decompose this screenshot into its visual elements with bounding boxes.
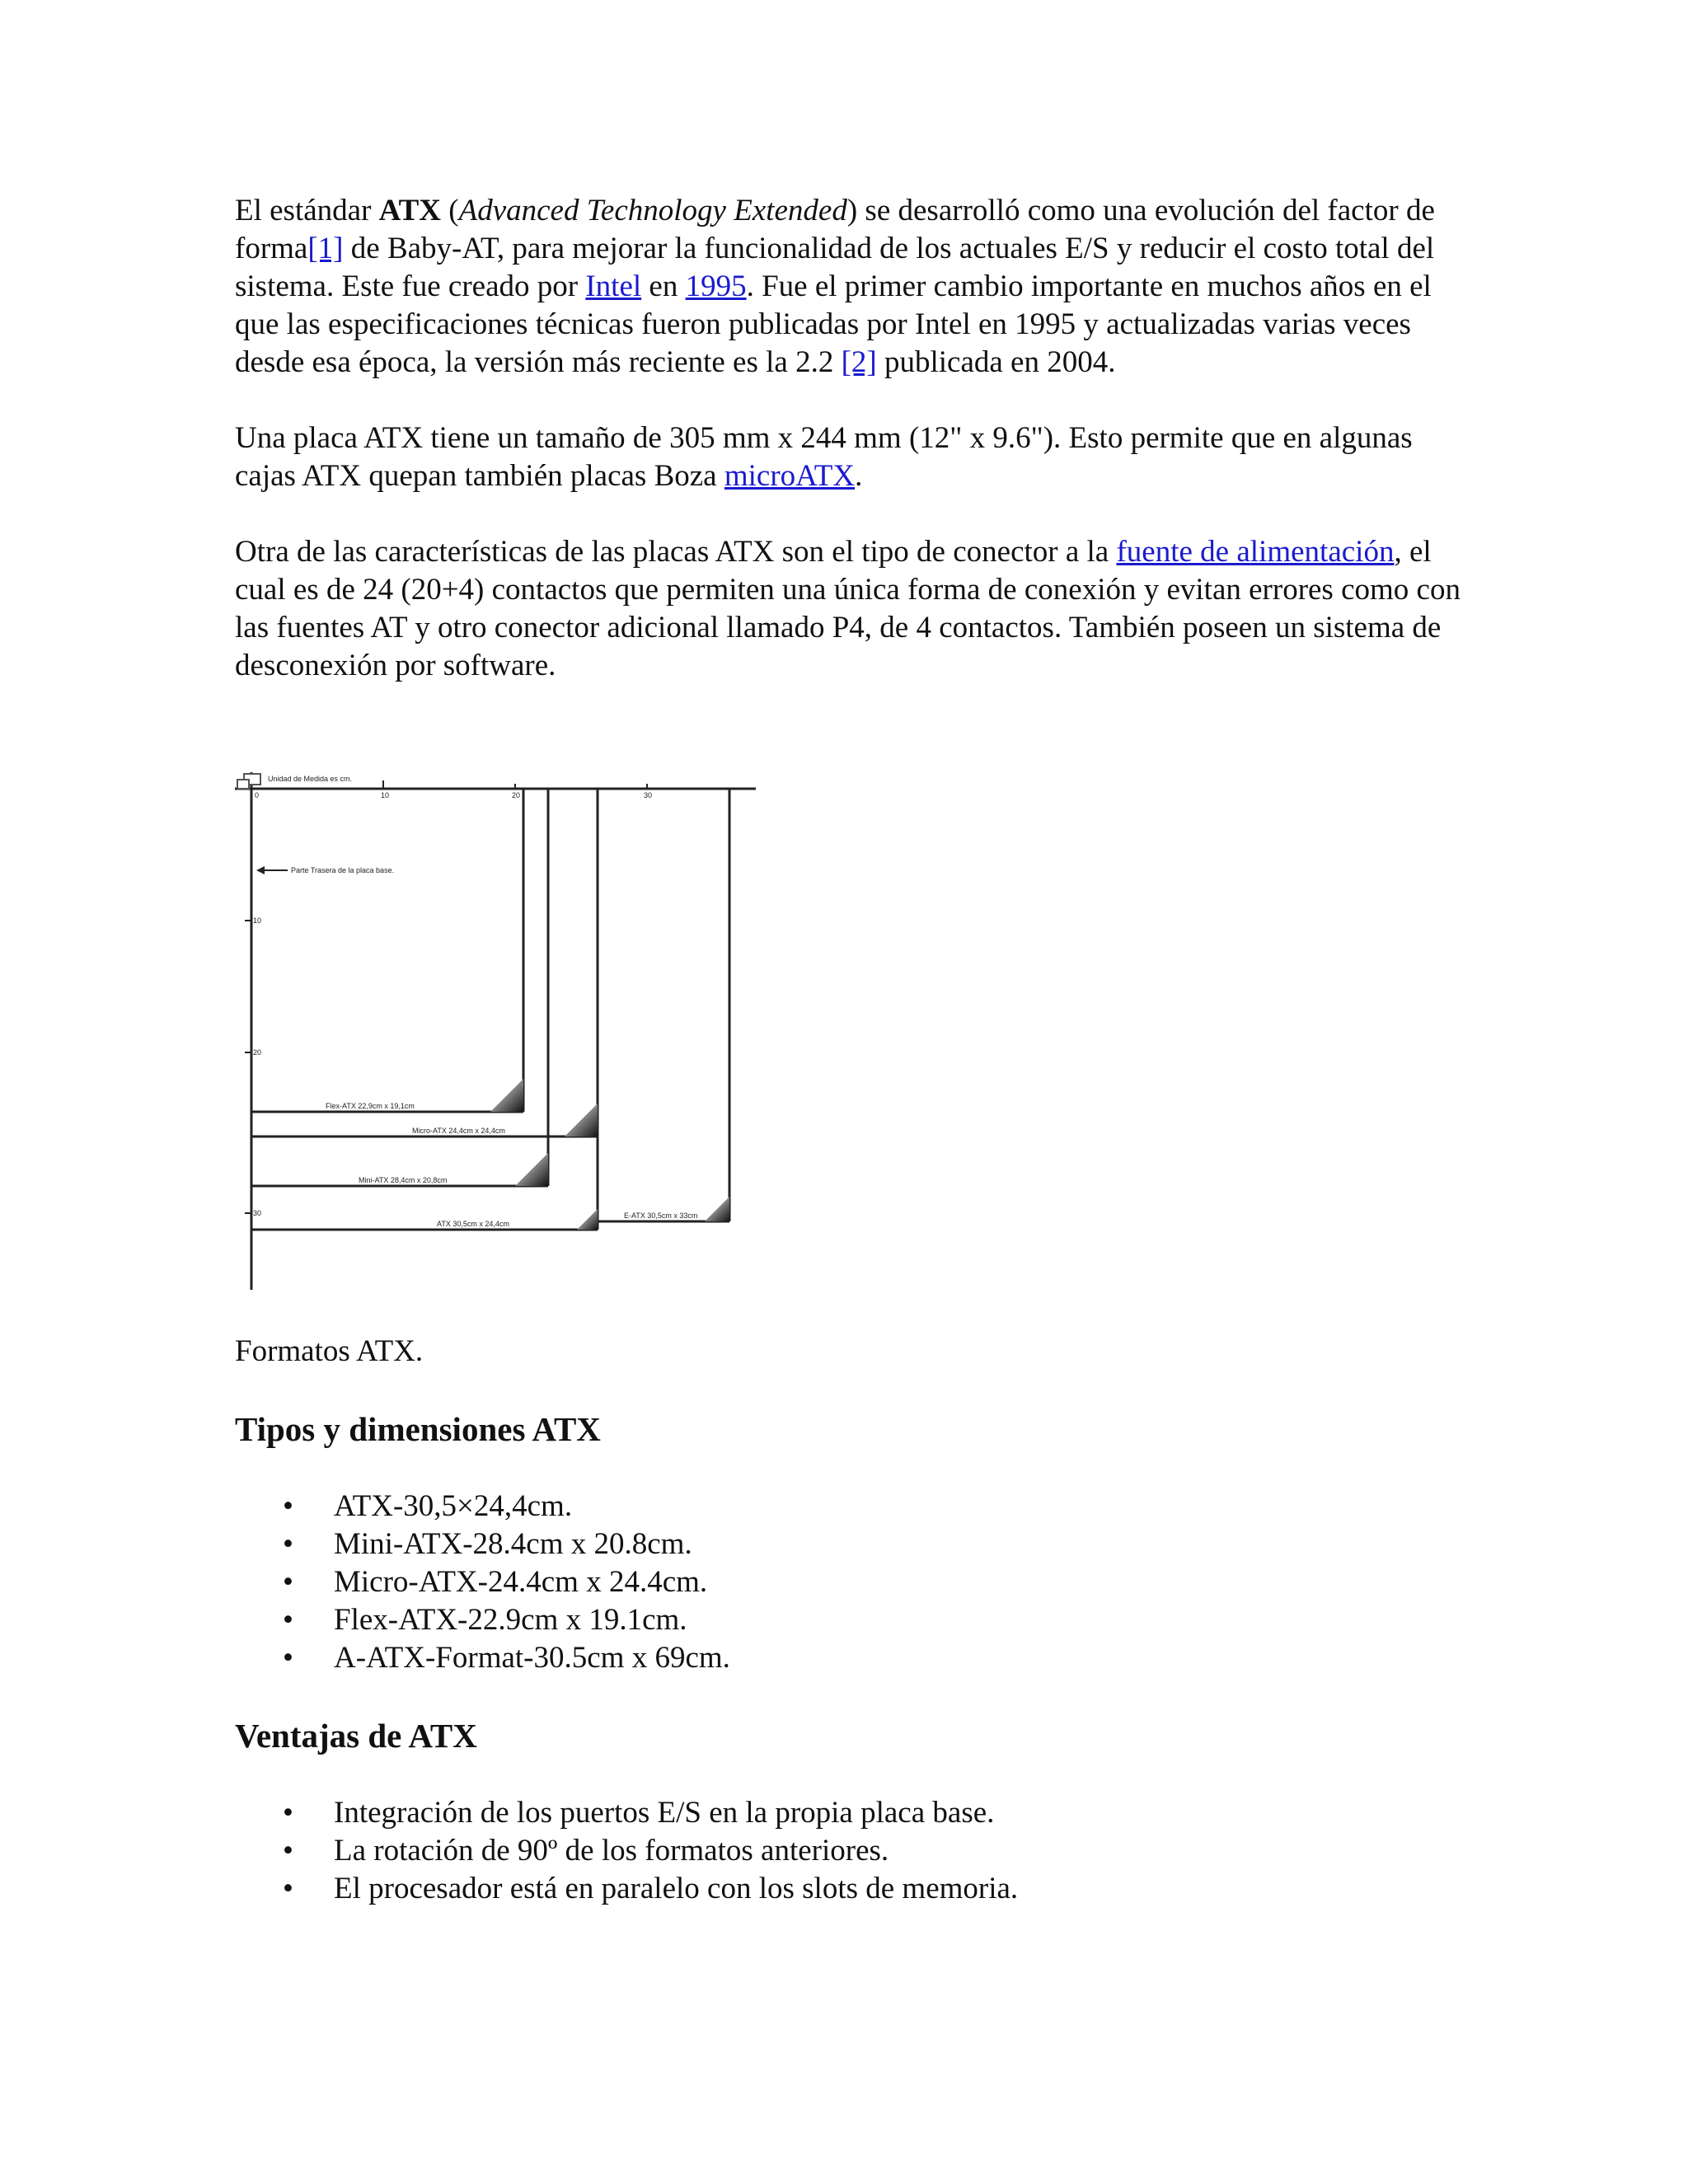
bullet-icon: • — [283, 1527, 293, 1561]
atx-formats-figure — [235, 772, 762, 1333]
list-ventajas — [235, 1794, 1471, 1908]
flex-corner-shade — [490, 1079, 523, 1112]
bullet-icon: • — [283, 1489, 293, 1523]
bullet-icon: • — [283, 1834, 293, 1868]
text-run: de Baby-AT, para mejorar la funcionalidad de los actuales E/S y reducir el costo total del sistema. Este fue creado por — [235, 232, 1435, 303]
bullet-icon: • — [283, 1565, 293, 1599]
mini-corner-shade — [515, 1153, 548, 1186]
heading-ventajas: Ventajas de ATX — [235, 1717, 477, 1755]
text-run: , el cual es de 24 (20+4) contactos que permiten una única forma de conexión y evitan errores como con las fuentes AT y otro conector adicional llamado P4, de 4 contactos. También poseen un sistema de desconexión por software. — [235, 535, 1461, 682]
paragraph-connector — [235, 533, 1471, 685]
bullet-icon: • — [283, 1796, 293, 1830]
list-item-text: Flex-ATX-22.9cm x 19.1cm. — [334, 1603, 687, 1637]
label-flex-atx: Flex-ATX 22,9cm x 19,1cm — [326, 1102, 415, 1110]
link-intel[interactable]: Intel — [585, 269, 642, 303]
bullet-icon: • — [283, 1603, 293, 1637]
text-run: publicada en 2004. — [876, 345, 1116, 379]
list-item-text: Mini-ATX-28.4cm x 20.8cm. — [334, 1527, 692, 1561]
text-run: Otra de las características de las placas ATX son el tipo de conector a la — [235, 535, 1117, 569]
label-e-atx: E-ATX 30,5cm x 33cm — [624, 1212, 698, 1220]
link-fuente-alimentacion[interactable]: fuente de alimentación — [1116, 535, 1395, 569]
bullet-icon: • — [283, 1641, 293, 1675]
text-run: Una placa ATX tiene un tamaño de 305 mm x 244 mm (12" x 9.6"). Esto permite que en algunas cajas ATX quepan también placas Boza — [235, 421, 1413, 493]
list-item-text: A-ATX-Format-30.5cm x 69cm. — [334, 1641, 730, 1675]
tick-label-top: 0 — [255, 791, 260, 799]
link-1995[interactable]: 1995 — [685, 269, 747, 303]
link-ref-1[interactable]: [1] — [307, 232, 344, 265]
arrow-left-icon — [256, 866, 265, 874]
tick-label-left: 20 — [253, 1048, 262, 1057]
link-ref-2[interactable]: [2] — [841, 345, 877, 379]
label-micro-atx: Micro-ATX 24,4cm x 24,4cm — [412, 1127, 505, 1135]
tick-label-top: 10 — [381, 791, 390, 799]
atx-formats-diagram — [235, 772, 762, 1316]
eatx-corner-shade — [705, 1197, 729, 1221]
list-item-text: ATX-30,5×24,4cm. — [334, 1489, 573, 1523]
link-microatx[interactable]: microATX — [724, 459, 856, 493]
tick-label-top: 30 — [644, 791, 653, 799]
text-run: . Fue el primer cambio importante en muchos años en el que las especificaciones técnicas fueron publicadas por Intel en 1995 y actualizadas varias veces desde esa época, la versión más reciente es la 2.2 — [235, 269, 1432, 379]
list-item — [235, 1794, 1471, 1832]
list-item-text: La rotación de 90º de los formatos anteriores. — [334, 1834, 889, 1868]
tick-label-left: 30 — [253, 1209, 262, 1217]
list-item-text: Integración de los puertos E/S en la propia placa base. — [334, 1796, 995, 1830]
label-mini-atx: Mini-ATX 28,4cm x 20,8cm — [359, 1176, 448, 1184]
unit-label: Unidad de Medida es cm. — [268, 775, 353, 783]
text-run: El estándar — [235, 194, 379, 227]
list-item — [235, 1601, 1471, 1639]
figure-caption: Formatos ATX. — [235, 1334, 424, 1368]
tick-label-top: 20 — [512, 791, 521, 799]
list-item-text: El procesador está en paralelo con los slots de memoria. — [334, 1872, 1019, 1905]
micro-corner-shade — [565, 1104, 598, 1137]
document-page — [235, 192, 1471, 1908]
list-item-text: Micro-ATX-24.4cm x 24.4cm. — [334, 1565, 708, 1599]
label-atx: ATX 30,5cm x 24,4cm — [437, 1220, 509, 1228]
bullet-icon: • — [283, 1872, 293, 1905]
back-label: Parte Trasera de la placa base. — [291, 866, 395, 874]
tick-label-left: 10 — [253, 916, 262, 925]
list-item — [235, 1639, 1471, 1677]
paragraph-intro — [235, 192, 1471, 382]
list-item — [235, 1563, 1471, 1601]
text-run: en — [641, 269, 686, 303]
text-run: . — [855, 459, 863, 493]
list-item — [235, 1832, 1471, 1870]
list-item — [235, 1870, 1471, 1908]
bold-atx: ATX — [378, 194, 442, 227]
heading-tipos: Tipos y dimensiones ATX — [235, 1410, 601, 1448]
paragraph-size — [235, 419, 1471, 495]
list-item — [235, 1526, 1471, 1563]
italic-atx-name: Advanced Technology Extended — [458, 194, 847, 227]
list-item — [235, 1488, 1471, 1526]
text-run: ( — [441, 194, 459, 227]
enlarge-icon[interactable] — [235, 772, 263, 792]
list-tipos — [235, 1488, 1471, 1677]
text-run: ) se desarrolló como una evolución del factor de forma — [235, 194, 1435, 265]
atx-corner-shade — [577, 1209, 598, 1230]
